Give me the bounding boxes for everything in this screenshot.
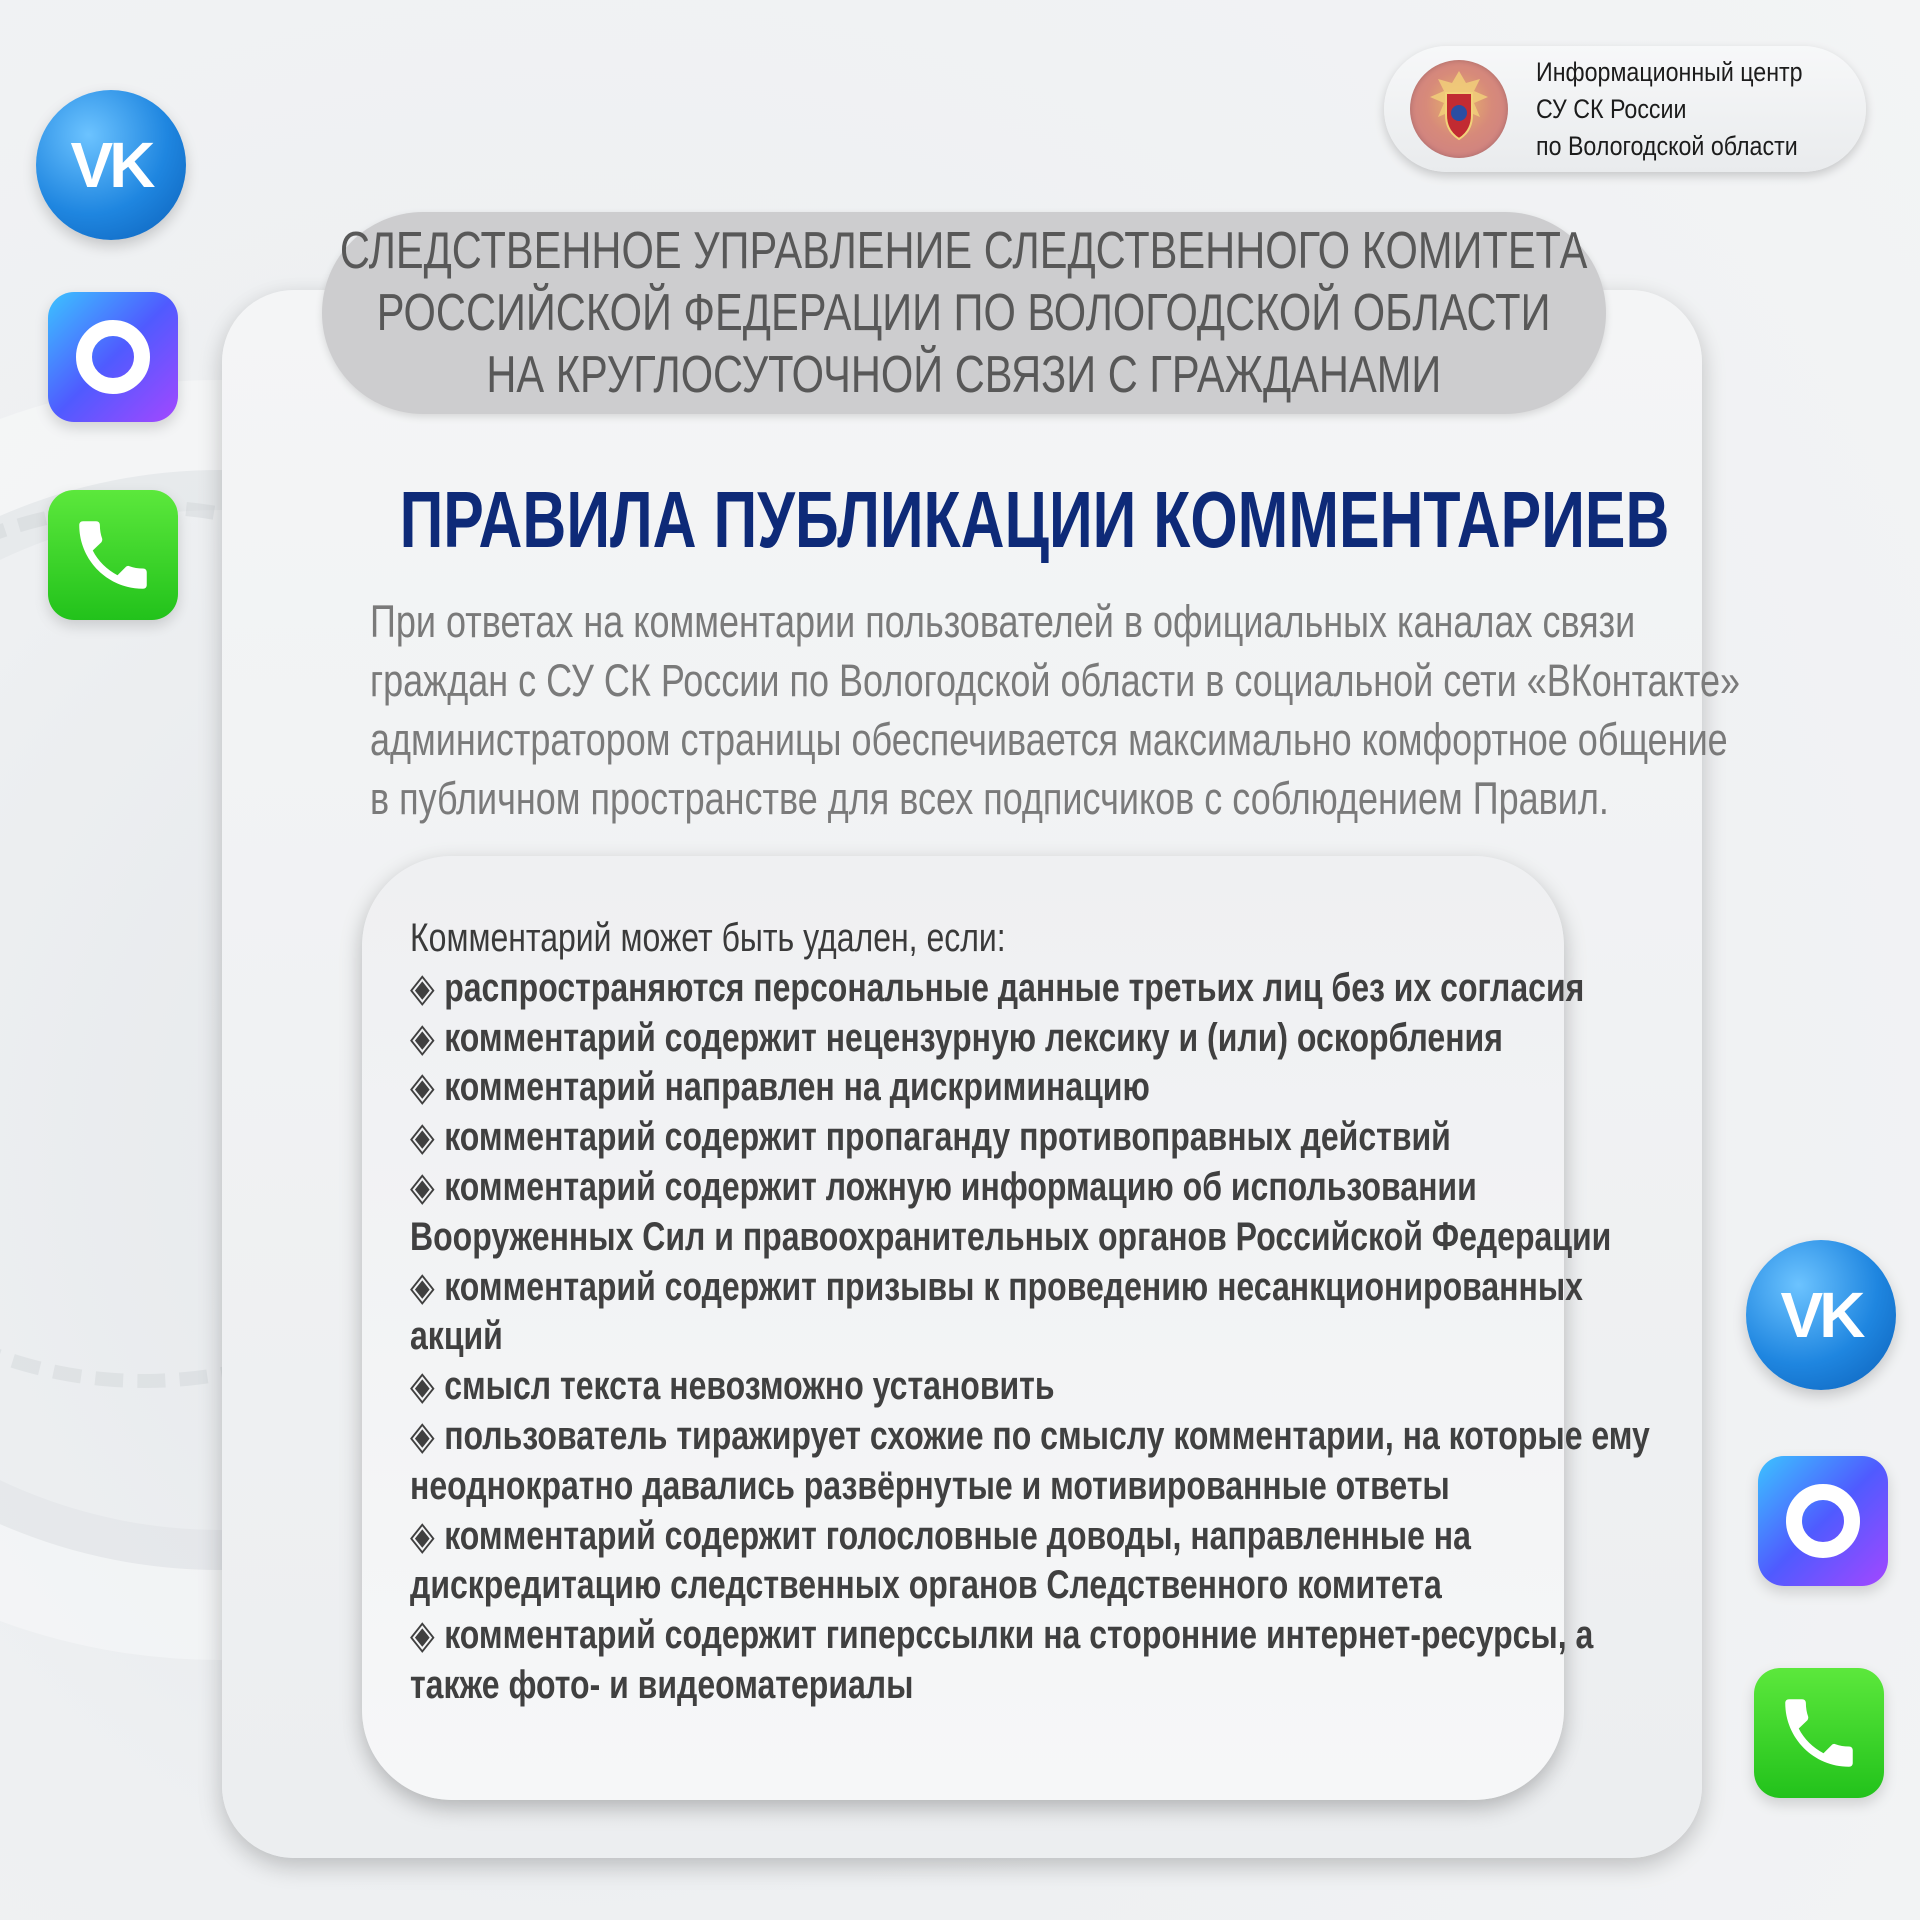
vk-icon[interactable] bbox=[1746, 1240, 1896, 1390]
bullet-icon: ◈ bbox=[410, 1164, 435, 1209]
rule-text: комментарий содержит призывы к проведению несанкционированных bbox=[444, 1264, 1583, 1309]
bullet-icon: ◈ bbox=[410, 1613, 435, 1658]
rule-text: неоднократно давались развёрнутые и мотивированные ответы bbox=[410, 1463, 1450, 1508]
rule-line bbox=[410, 1412, 1650, 1462]
bullet-icon: ◈ bbox=[410, 1015, 435, 1060]
rule-text: комментарий содержит гиперссылки на сторонние интернет-ресурсы, а bbox=[444, 1613, 1594, 1658]
rule-text: смысл текста невозможно установить bbox=[444, 1364, 1055, 1409]
phone-handset-icon bbox=[1774, 1688, 1864, 1778]
rule-text: комментарий направлен на дискриминацию bbox=[444, 1065, 1150, 1110]
rule-line bbox=[410, 1462, 1450, 1512]
rule-line bbox=[410, 1512, 1471, 1562]
org-logo-line: СУ СК России bbox=[1536, 93, 1687, 124]
rule-line bbox=[410, 1611, 1594, 1661]
rule-line bbox=[410, 1163, 1477, 1213]
rule-line bbox=[410, 1213, 1612, 1263]
rule-line bbox=[410, 1661, 1386, 1711]
vk-icon-glyph: VK bbox=[1780, 1279, 1862, 1351]
org-logo-line: по Вологодской области bbox=[1536, 130, 1798, 161]
rule-line bbox=[410, 1362, 1386, 1412]
org-logo-text bbox=[1536, 54, 1803, 165]
rule-text: дискредитацию следственных органов Следственного комитета bbox=[410, 1563, 1442, 1608]
phone-icon[interactable] bbox=[48, 490, 178, 620]
bullet-icon: ◈ bbox=[410, 1364, 435, 1409]
bullet-icon: ◈ bbox=[410, 1413, 435, 1458]
bullet-icon: ◈ bbox=[410, 1115, 435, 1160]
emblem-icon bbox=[1410, 60, 1508, 158]
rule-line bbox=[410, 1263, 1583, 1313]
org-logo-line: Информационный центр bbox=[1536, 56, 1803, 87]
rules-list bbox=[410, 914, 1650, 1711]
rule-line bbox=[410, 964, 1585, 1014]
max-messenger-icon[interactable] bbox=[48, 292, 178, 422]
max-messenger-icon[interactable] bbox=[1758, 1456, 1888, 1586]
header-line: СЛЕДСТВЕННОЕ УПРАВЛЕНИЕ СЛЕДСТВЕННОГО КОМИТЕТА bbox=[340, 222, 1588, 280]
header-line: НА КРУГЛОСУТОЧНОЙ СВЯЗИ С ГРАЖДАНАМИ bbox=[486, 346, 1442, 404]
rules-lead: Комментарий может быть удален, если: bbox=[410, 916, 1006, 960]
header-banner bbox=[322, 212, 1606, 414]
rule-line bbox=[410, 1113, 1451, 1163]
vk-icon[interactable] bbox=[36, 90, 186, 240]
rule-line bbox=[410, 1014, 1503, 1064]
rule-line bbox=[410, 1312, 1386, 1362]
intro-line: администратором страницы обеспечивается максимально комфортное общение bbox=[370, 714, 1728, 765]
phone-handset-icon bbox=[68, 510, 158, 600]
bullet-icon: ◈ bbox=[410, 1264, 435, 1309]
max-messenger-icon-ring bbox=[1786, 1484, 1860, 1558]
intro-paragraph bbox=[222, 592, 1740, 828]
bullet-icon: ◈ bbox=[410, 965, 435, 1010]
rule-text: комментарий содержит голословные доводы, направленные на bbox=[444, 1513, 1471, 1558]
bullet-icon: ◈ bbox=[410, 1065, 435, 1110]
phone-icon[interactable] bbox=[1754, 1668, 1884, 1798]
bullet-icon: ◈ bbox=[410, 1513, 435, 1558]
header-line: РОССИЙСКОЙ ФЕДЕРАЦИИ ПО ВОЛОГОДСКОЙ ОБЛАСТИ bbox=[377, 284, 1551, 342]
rule-text: комментарий содержит нецензурную лексику и (или) оскорбления bbox=[444, 1015, 1503, 1060]
rule-text: пользователь тиражирует схожие по смыслу комментарии, на которые ему bbox=[444, 1413, 1650, 1458]
intro-line: граждан с СУ СК России по Вологодской области в социальной сети «ВКонтакте» bbox=[370, 655, 1740, 706]
rule-text: комментарий содержит ложную информацию об использовании bbox=[444, 1164, 1477, 1209]
rule-line bbox=[410, 1063, 1386, 1113]
rule-text: акций bbox=[410, 1314, 503, 1359]
rule-text: также фото- и видеоматериалы bbox=[410, 1662, 914, 1707]
rule-text: комментарий содержит пропаганду противоправных действий bbox=[444, 1115, 1451, 1160]
rule-text: распространяются персональные данные третьих лиц без их согласия bbox=[444, 965, 1585, 1010]
page-title: ПРАВИЛА ПУБЛИКАЦИИ КОММЕНТАРИЕВ bbox=[399, 475, 1670, 564]
rule-line bbox=[410, 1561, 1442, 1611]
vk-icon-glyph: VK bbox=[70, 129, 152, 201]
max-messenger-icon-ring bbox=[76, 320, 150, 394]
intro-line: При ответах на комментарии пользователей в официальных каналах связи bbox=[370, 596, 1636, 647]
rule-text: Вооруженных Сил и правоохранительных органов Российской Федерации bbox=[410, 1214, 1612, 1259]
org-logo bbox=[1384, 46, 1866, 172]
intro-line: в публичном пространстве для всех подписчиков с соблюдением Правил. bbox=[370, 773, 1609, 824]
